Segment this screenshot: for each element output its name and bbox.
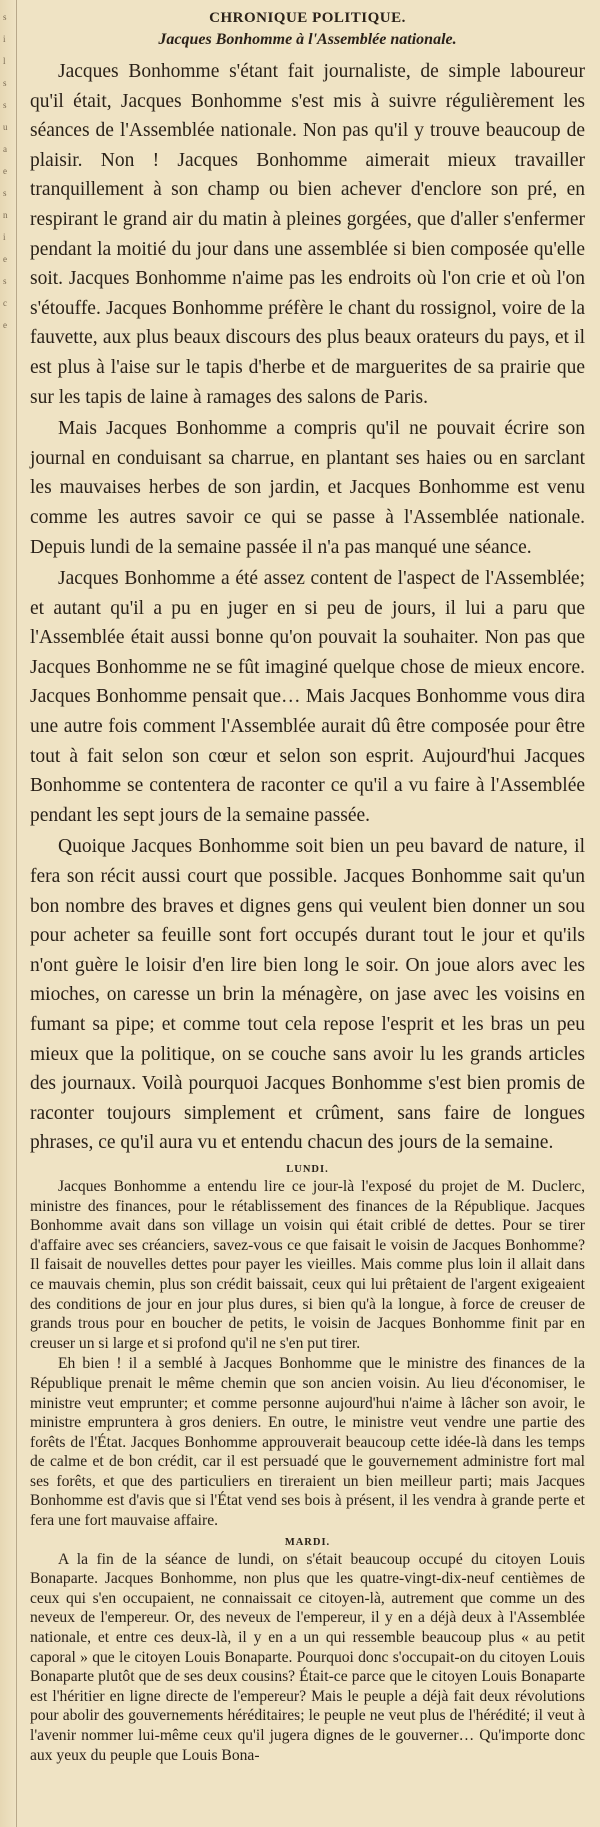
newspaper-column bbox=[30, 10, 585, 1765]
gutter-mark: a bbox=[3, 144, 7, 154]
intro-paragraph: Mais Jacques Bonhomme a compris qu'il ne pouvait écrire son journal en conduisant sa charrue, en plantant ses haies ou en sarclant les mauvaises herbes de son jardin, et Jacques Bonhomme est venu comme les autres savoir ce qui se passe à l'Assemblée nationale. Depuis lundi de la semaine passée il n'a pas manqué une séance. bbox=[30, 418, 585, 558]
intro-paragraph: Jacques Bonhomme a été assez content de l'aspect de l'Assemblée; et autant qu'il a pu en juger en si peu de jours, il lui a paru que l'Assemblée était aussi bonne qu'on pouvait la souhaiter. Non pas que Jacques Bonhomme ne se fût imaginé quelque chose de mieux encore. Jacques Bonhomme pensait que… Mais Jacques Bonhomme vous dira une autre fois comment l'Assemblée aurait dû être composée pour être tout à fait selon son cœur et selon son esprit. Aujourd'hui Jacques Bonhomme se contentera de raconter ce qu'il a vu faire à l'Assemblée pendant les sept jours de la semaine passée. bbox=[30, 568, 585, 826]
gutter-mark: s bbox=[3, 12, 7, 22]
section-mardi bbox=[30, 1550, 585, 1766]
gutter-mark: i bbox=[3, 232, 6, 242]
gutter-mark: s bbox=[3, 100, 7, 110]
mardi-paragraph: A la fin de la séance de lundi, on s'était beaucoup occupé du citoyen Louis Bonaparte. Jacques Bonhomme, non plus que les quatre-vingt-dix-neuf centièmes de ceux qui s'en occupaient, ne connaissait ce citoyen-là, autrement que comme un des neveux de l'empereur. Or, des neveux de l'empereur, il y en a déjà deux à l'Assemblée nationale, et entre ces deux-là, il y en a un qui ressemble beaucoup plus « au petit caporal » que le citoyen Louis Bonaparte. Pourquoi donc s'occupait-on du citoyen Louis Bonaparte plutôt que de ses deux cousins? Était-ce parce que le citoyen Louis Bonaparte est l'héritier en ligne directe de l'empereur? Mais le peuple a déjà fait deux révolutions pour abolir des gouvernements héréditaires; le peuple ne veut plus de l'hérédité; il veut à l'avenir nommer lui-même ceux qu'il jugera dignes de le gouverner… Qu'importe donc aux yeux du peuple que Louis Bona- bbox=[30, 1550, 585, 1764]
intro-paragraph: Quoique Jacques Bonhomme soit bien un peu bavard de nature, il fera son récit aussi court que possible. Jacques Bonhomme sait qu'un bon nombre des braves et dignes gens qui veulent bien donner un sou pour acheter sa feuille sont fort occupés durant tout le jour et qu'ils n'ont guère le loisir d'en lire bien long le soir. On joue alors avec les mioches, on caresse un brin la ménagère, on jase avec les voisins en fumant sa pipe; et comme tout cela repose l'esprit et les bras un peu mieux que la politique, on se couche sans avoir lu les grands articles des journaux. Voilà pourquoi Jacques Bonhomme s'est bien promis de raconter toujours simplement et crûment, sans faire de longues phrases, ce qu'il aura vu et entendu chacun des jours de la semaine. bbox=[30, 836, 585, 1154]
gutter-mark: e bbox=[3, 320, 7, 330]
gutter-mark: u bbox=[3, 122, 8, 132]
gutter-mark: i bbox=[3, 34, 6, 44]
section-rubric: CHRONIQUE POLITIQUE. bbox=[209, 10, 406, 26]
gutter-mark: s bbox=[3, 188, 7, 198]
section-heading-mardi: MARDI. bbox=[284, 1536, 331, 1548]
gutter-mark: c bbox=[3, 298, 7, 308]
lundi-paragraph: Jacques Bonhomme a entendu lire ce jour-là l'exposé du projet de M. Duclerc, ministre des finances, pour le rétablissement des finances de la République. Jacques Bonhomme avait dans son village un voisin qui était criblé de dettes. Pour se tirer d'affaire avec ses créanciers, savez-vous ce que faisait le voisin de Jacques Bonhomme? Il faisait de nouvelles dettes pour payer les vieilles. Mais comme plus loin il allait dans ce mauvais chemin, plus son crédit baissait, ceux qui lui prêtaient de l'argent exigeaient des conditions de jour en jour plus dures, si bien qu'à la longue, à force de creuser de grands trous pour en boucher de petits, le voisin de Jacques Bonhomme finit par en creuser un si large et si profond qu'il ne s'en put tirer. bbox=[30, 1177, 585, 1352]
article-headline: Jacques Bonhomme à l'Assemblée nationale. bbox=[158, 31, 457, 48]
section-lundi bbox=[30, 1177, 585, 1531]
intro-paragraph: Jacques Bonhomme s'étant fait journaliste, de simple laboureur qu'il était, Jacques Bonhomme s'est mis à suivre régulièrement les séances de l'Assemblée nationale. Non pas qu'il y trouve beaucoup de plaisir. Non ! Jacques Bonhomme aimerait mieux travailler tranquillement à son champ ou bien achever d'enclore son pré, en respirant le grand air du matin à pleines gorgées, que d'aller s'enfermer pendant la moitié du jour dans une assemblée si bien composée qu'elle soit. Jacques Bonhomme n'aime pas les endroits où l'on crie et où l'on s'étouffe. Jacques Bonhomme préfère le chant du rossignol, voire de la fauvette, aux plus beaux discours des plus beaux orateurs du pays, et il est plus à l'aise sur le tapis d'herbe et de marguerites de sa prairie que sur les tapis de laine à ramages des salons de Paris. bbox=[30, 61, 585, 408]
gutter-mark: s bbox=[3, 276, 7, 286]
article-intro bbox=[30, 57, 585, 1158]
section-heading-lundi: LUNDI. bbox=[286, 1163, 329, 1175]
lundi-paragraph: Eh bien ! il a semblé à Jacques Bonhomme que le ministre des finances de la République prenait le même chemin que son ancien voisin. Au lieu d'économiser, le ministre veut emprunter; et comme personne aujourd'hui n'aime à lâcher son avoir, le ministre empruntera à gros deniers. En outre, le ministre veut vendre une partie des forêts de l'État. Jacques Bonhomme approuverait beaucoup cette idée-là dans les temps de calme et de bon crédit, car il est persuadé que le gouvernement administre fort mal ses forêts, et que des particuliers en tireraient un bien meilleur parti; mais Jacques Bonhomme est d'avis que si l'État vend ses bois à présent, il les vendra à grande perte et fera une fort mauvaise affaire. bbox=[30, 1355, 585, 1530]
gutter-mark: l bbox=[3, 56, 6, 66]
gutter-mark: n bbox=[3, 210, 8, 220]
gutter-mark: e bbox=[3, 166, 7, 176]
gutter-mark: s bbox=[3, 78, 7, 88]
left-margin-gutter bbox=[0, 0, 17, 1827]
gutter-mark: e bbox=[3, 254, 7, 264]
